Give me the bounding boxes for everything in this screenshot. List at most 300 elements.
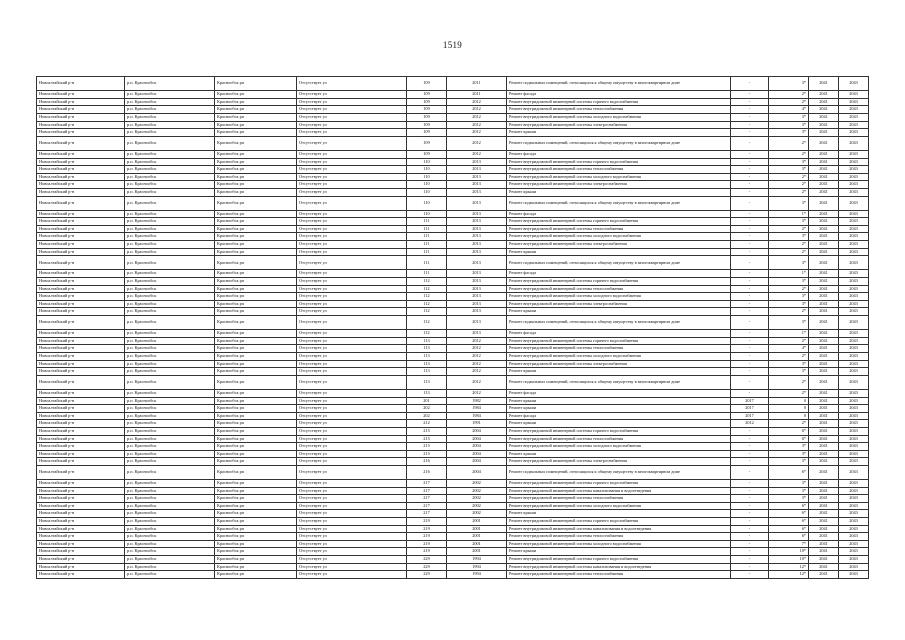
cell-district: Новоалтайский р-н — [37, 270, 125, 278]
cell-build-year: 2013 — [447, 270, 507, 278]
cell-plan-end: 2043 — [839, 150, 869, 158]
cell-settlement: р.п. Краснообск — [125, 458, 215, 466]
cell-street: Отсутствует ул — [297, 166, 407, 174]
cell-apartments: 2* — [769, 225, 809, 233]
cell-district: Новоалтайский р-н — [37, 465, 125, 479]
cell-district: Новоалтайский р-н — [37, 308, 125, 316]
cell-locality: Краснообск рп — [215, 502, 297, 510]
cell-street: Отсутствует ул — [297, 233, 407, 241]
cell-locality: Краснообск рп — [215, 233, 297, 241]
cell-house-number: 111 — [407, 225, 447, 233]
cell-settlement: р.п. Краснообск — [125, 427, 215, 435]
cell-house-number: 111 — [407, 241, 447, 249]
cell-settlement: р.п. Краснообск — [125, 210, 215, 218]
cell-plan-end: 2043 — [839, 278, 869, 286]
cell-district: Новоалтайский р-н — [37, 389, 125, 397]
cell-build-year: 2001 — [447, 548, 507, 556]
cell-plan-end: 2043 — [839, 443, 869, 451]
table-row — [37, 106, 869, 114]
cell-locality: Краснообск рп — [215, 540, 297, 548]
cell-house-number: 217 — [407, 487, 447, 495]
cell-house-number: 219 — [407, 548, 447, 556]
cell-district: Новоалтайский р-н — [37, 188, 125, 196]
cell-plan-end: 2043 — [839, 316, 869, 330]
cell-plan-start: 2041 — [809, 278, 839, 286]
cell-last-repair-year: - — [731, 389, 769, 397]
cell-plan-end: 2043 — [839, 210, 869, 218]
cell-apartments: 3* — [769, 233, 809, 241]
cell-plan-start: 2041 — [809, 188, 839, 196]
cell-street: Отсутствует ул — [297, 548, 407, 556]
cell-last-repair-year: - — [731, 256, 769, 270]
cell-locality: Краснообск рп — [215, 166, 297, 174]
cell-work-type: Ремонт крыши — [507, 420, 731, 428]
cell-house-number: 111 — [407, 218, 447, 226]
cell-house-number: 216 — [407, 458, 447, 466]
cell-plan-start: 2041 — [809, 150, 839, 158]
cell-plan-end: 2043 — [839, 181, 869, 189]
cell-plan-end: 2043 — [839, 389, 869, 397]
cell-last-repair-year: - — [731, 173, 769, 181]
cell-locality: Краснообск рп — [215, 556, 297, 564]
cell-last-repair-year: - — [731, 548, 769, 556]
cell-house-number: 109 — [407, 77, 447, 91]
cell-locality: Краснообск рп — [215, 270, 297, 278]
cell-locality: Краснообск рп — [215, 510, 297, 518]
cell-apartments: 6* — [769, 427, 809, 435]
table-row — [37, 270, 869, 278]
cell-build-year: 2013 — [447, 293, 507, 301]
cell-house-number: 109 — [407, 106, 447, 114]
cell-build-year: 2013 — [447, 188, 507, 196]
cell-settlement: р.п. Краснообск — [125, 256, 215, 270]
table-row — [37, 420, 869, 428]
cell-plan-end: 2043 — [839, 480, 869, 488]
cell-street: Отсутствует ул — [297, 248, 407, 256]
cell-plan-end: 2043 — [839, 330, 869, 338]
cell-district: Новоалтайский р-н — [37, 540, 125, 548]
table-row — [37, 502, 869, 510]
cell-house-number: 109 — [407, 136, 447, 150]
cell-work-type: Ремонт внутридомовой инженерной системы электроснабжения — [507, 241, 731, 249]
cell-last-repair-year: - — [731, 158, 769, 166]
cell-house-number: 110 — [407, 173, 447, 181]
cell-street: Отсутствует ул — [297, 571, 407, 579]
cell-apartments: 0 — [769, 397, 809, 405]
cell-work-type: Ремонт внутридомовой инженерной системы холодного водоснабжения — [507, 233, 731, 241]
cell-plan-start: 2041 — [809, 77, 839, 91]
cell-last-repair-year: - — [731, 241, 769, 249]
cell-last-repair-year: - — [731, 91, 769, 99]
cell-locality: Краснообск рп — [215, 106, 297, 114]
cell-plan-end: 2043 — [839, 113, 869, 121]
table-row — [37, 248, 869, 256]
cell-settlement: р.п. Краснообск — [125, 166, 215, 174]
cell-build-year: 2012 — [447, 352, 507, 360]
cell-build-year: 2013 — [447, 233, 507, 241]
cell-street: Отсутствует ул — [297, 196, 407, 210]
cell-last-repair-year: - — [731, 308, 769, 316]
cell-locality: Краснообск рп — [215, 181, 297, 189]
cell-plan-start: 2041 — [809, 225, 839, 233]
cell-last-repair-year: - — [731, 427, 769, 435]
cell-district: Новоалтайский р-н — [37, 412, 125, 420]
cell-last-repair-year: - — [731, 136, 769, 150]
cell-build-year: 2012 — [447, 345, 507, 353]
cell-apartments: 6* — [769, 502, 809, 510]
cell-house-number: 217 — [407, 495, 447, 503]
cell-plan-end: 2043 — [839, 241, 869, 249]
cell-settlement: р.п. Краснообск — [125, 188, 215, 196]
cell-work-type: Ремонт внутридомовой инженерной системы горячего водоснабжения — [507, 427, 731, 435]
cell-apartments: 2* — [769, 241, 809, 249]
table-row — [37, 405, 869, 413]
cell-work-type: Ремонт крыши — [507, 248, 731, 256]
table-row — [37, 345, 869, 353]
cell-last-repair-year: - — [731, 360, 769, 368]
cell-plan-end: 2043 — [839, 121, 869, 129]
cell-plan-start: 2041 — [809, 420, 839, 428]
table-row — [37, 533, 869, 541]
cell-build-year: 2013 — [447, 285, 507, 293]
cell-house-number: 212 — [407, 420, 447, 428]
cell-settlement: р.п. Краснообск — [125, 405, 215, 413]
cell-district: Новоалтайский р-н — [37, 525, 125, 533]
cell-district: Новоалтайский р-н — [37, 248, 125, 256]
cell-work-type: Ремонт внутридомовой инженерной системы горячего водоснабжения — [507, 518, 731, 526]
cell-locality: Краснообск рп — [215, 480, 297, 488]
cell-plan-end: 2043 — [839, 173, 869, 181]
cell-locality: Краснообск рп — [215, 136, 297, 150]
table-row — [37, 330, 869, 338]
cell-plan-start: 2041 — [809, 196, 839, 210]
cell-street: Отсутствует ул — [297, 405, 407, 413]
cell-last-repair-year: - — [731, 443, 769, 451]
cell-plan-start: 2041 — [809, 525, 839, 533]
cell-work-type: Ремонт подвальных помещений, относящихся к общему имуществу в многоквартирном доме — [507, 256, 731, 270]
cell-plan-end: 2043 — [839, 450, 869, 458]
table-row — [37, 241, 869, 249]
table-row — [37, 443, 869, 451]
cell-house-number: 217 — [407, 502, 447, 510]
cell-locality: Краснообск рп — [215, 548, 297, 556]
cell-plan-end: 2043 — [839, 397, 869, 405]
cell-street: Отсутствует ул — [297, 98, 407, 106]
table-row — [37, 465, 869, 479]
cell-last-repair-year: - — [731, 368, 769, 376]
cell-house-number: 217 — [407, 510, 447, 518]
cell-plan-start: 2041 — [809, 548, 839, 556]
table-row — [37, 412, 869, 420]
cell-plan-end: 2043 — [839, 225, 869, 233]
table-row — [37, 563, 869, 571]
cell-last-repair-year: 2017 — [731, 412, 769, 420]
cell-last-repair-year: - — [731, 330, 769, 338]
cell-work-type: Ремонт внутридомовой инженерной системы горячего водоснабжения — [507, 98, 731, 106]
cell-settlement: р.п. Краснообск — [125, 563, 215, 571]
cell-last-repair-year: - — [731, 316, 769, 330]
cell-district: Новоалтайский р-н — [37, 136, 125, 150]
cell-street: Отсутствует ул — [297, 458, 407, 466]
cell-district: Новоалтайский р-н — [37, 278, 125, 286]
table-row — [37, 293, 869, 301]
cell-settlement: р.п. Краснообск — [125, 121, 215, 129]
cell-plan-start: 2041 — [809, 502, 839, 510]
cell-plan-end: 2043 — [839, 256, 869, 270]
cell-apartments: 2* — [769, 91, 809, 99]
cell-work-type: Ремонт внутридомовой инженерной системы холодного водоснабжения — [507, 293, 731, 301]
cell-plan-start: 2041 — [809, 480, 839, 488]
cell-plan-end: 2043 — [839, 98, 869, 106]
cell-district: Новоалтайский р-н — [37, 77, 125, 91]
cell-street: Отсутствует ул — [297, 525, 407, 533]
cell-work-type: Ремонт внутридомовой инженерной системы электроснабжения — [507, 360, 731, 368]
cell-last-repair-year: - — [731, 77, 769, 91]
table-row — [37, 173, 869, 181]
cell-work-type: Ремонт фасада — [507, 270, 731, 278]
cell-house-number: 110 — [407, 210, 447, 218]
cell-plan-end: 2043 — [839, 368, 869, 376]
cell-settlement: р.п. Краснообск — [125, 345, 215, 353]
cell-build-year: 1984 — [447, 405, 507, 413]
cell-district: Новоалтайский р-н — [37, 458, 125, 466]
cell-plan-start: 2041 — [809, 91, 839, 99]
cell-street: Отсутствует ул — [297, 337, 407, 345]
cell-house-number: 219 — [407, 525, 447, 533]
cell-apartments: 6* — [769, 435, 809, 443]
cell-apartments: 3* — [769, 480, 809, 488]
cell-plan-end: 2043 — [839, 465, 869, 479]
cell-apartments: 2* — [769, 308, 809, 316]
cell-district: Новоалтайский р-н — [37, 435, 125, 443]
cell-last-repair-year: - — [731, 540, 769, 548]
cell-last-repair-year: - — [731, 525, 769, 533]
cell-last-repair-year: - — [731, 196, 769, 210]
cell-district: Новоалтайский р-н — [37, 113, 125, 121]
cell-plan-end: 2043 — [839, 375, 869, 389]
cell-street: Отсутствует ул — [297, 218, 407, 226]
cell-apartments: 3* — [769, 158, 809, 166]
cell-settlement: р.п. Краснообск — [125, 571, 215, 579]
cell-last-repair-year: - — [731, 248, 769, 256]
cell-build-year: 2013 — [447, 158, 507, 166]
cell-work-type: Ремонт внутридомовой инженерной системы горячего водоснабжения — [507, 556, 731, 564]
cell-plan-start: 2041 — [809, 173, 839, 181]
cell-house-number: 113 — [407, 368, 447, 376]
cell-house-number: 111 — [407, 256, 447, 270]
table-row — [37, 188, 869, 196]
cell-district: Новоалтайский р-н — [37, 405, 125, 413]
table-row — [37, 337, 869, 345]
cell-settlement: р.п. Краснообск — [125, 480, 215, 488]
cell-locality: Краснообск рп — [215, 210, 297, 218]
cell-last-repair-year: - — [731, 352, 769, 360]
cell-house-number: 112 — [407, 330, 447, 338]
cell-settlement: р.п. Краснообск — [125, 420, 215, 428]
cell-locality: Краснообск рп — [215, 113, 297, 121]
cell-locality: Краснообск рп — [215, 389, 297, 397]
table-row — [37, 480, 869, 488]
cell-last-repair-year: - — [731, 210, 769, 218]
cell-work-type: Ремонт внутридомовой инженерной системы холодного водоснабжения — [507, 443, 731, 451]
cell-apartments: 3* — [769, 77, 809, 91]
cell-last-repair-year: 2017 — [731, 405, 769, 413]
cell-street: Отсутствует ул — [297, 487, 407, 495]
cell-locality: Краснообск рп — [215, 225, 297, 233]
cell-district: Новоалтайский р-н — [37, 556, 125, 564]
cell-work-type: Ремонт внутридомовой инженерной системы горячего водоснабжения — [507, 158, 731, 166]
cell-build-year: 2012 — [447, 106, 507, 114]
cell-work-type: Ремонт внутридомовой инженерной системы электроснабжения — [507, 300, 731, 308]
cell-build-year: 1991 — [447, 420, 507, 428]
cell-apartments: 3* — [769, 129, 809, 137]
cell-house-number: 113 — [407, 375, 447, 389]
cell-apartments: 6* — [769, 533, 809, 541]
cell-apartments: 2* — [769, 375, 809, 389]
cell-settlement: р.п. Краснообск — [125, 106, 215, 114]
cell-apartments: 6* — [769, 465, 809, 479]
cell-street: Отсутствует ул — [297, 270, 407, 278]
cell-work-type: Ремонт внутридомовой инженерной системы электроснабжения — [507, 121, 731, 129]
table-row — [37, 510, 869, 518]
cell-locality: Краснообск рп — [215, 465, 297, 479]
cell-street: Отсутствует ул — [297, 136, 407, 150]
cell-street: Отсутствует ул — [297, 278, 407, 286]
cell-street: Отсутствует ул — [297, 150, 407, 158]
cell-build-year: 2013 — [447, 181, 507, 189]
cell-build-year: 2002 — [447, 502, 507, 510]
cell-settlement: р.п. Краснообск — [125, 308, 215, 316]
cell-locality: Краснообск рп — [215, 300, 297, 308]
cell-build-year: 2012 — [447, 360, 507, 368]
cell-locality: Краснообск рп — [215, 525, 297, 533]
cell-build-year: 2013 — [447, 225, 507, 233]
cell-apartments: 2* — [769, 285, 809, 293]
cell-work-type: Ремонт подвальных помещений, относящихся к общему имуществу в многоквартирном доме — [507, 375, 731, 389]
cell-build-year: 2013 — [447, 173, 507, 181]
cell-locality: Краснообск рп — [215, 308, 297, 316]
cell-locality: Краснообск рп — [215, 563, 297, 571]
cell-build-year: 1994 — [447, 571, 507, 579]
cell-last-repair-year: - — [731, 571, 769, 579]
cell-work-type: Ремонт внутридомовой инженерной системы канализования и водоотведения — [507, 563, 731, 571]
table-row — [37, 256, 869, 270]
cell-street: Отсутствует ул — [297, 77, 407, 91]
cell-last-repair-year: - — [731, 98, 769, 106]
cell-locality: Краснообск рп — [215, 330, 297, 338]
cell-apartments: 2* — [769, 98, 809, 106]
cell-house-number: 109 — [407, 113, 447, 121]
cell-locality: Краснообск рп — [215, 450, 297, 458]
cell-settlement: р.п. Краснообск — [125, 91, 215, 99]
cell-plan-start: 2041 — [809, 270, 839, 278]
cell-plan-end: 2043 — [839, 300, 869, 308]
cell-build-year: 2004 — [447, 435, 507, 443]
cell-apartments: 6* — [769, 510, 809, 518]
cell-district: Новоалтайский р-н — [37, 427, 125, 435]
cell-build-year: 2012 — [447, 121, 507, 129]
cell-last-repair-year: - — [731, 278, 769, 286]
cell-work-type: Ремонт внутридомовой инженерной системы теплоснабжения — [507, 571, 731, 579]
cell-settlement: р.п. Краснообск — [125, 316, 215, 330]
cell-house-number: 110 — [407, 166, 447, 174]
cell-build-year: 2013 — [447, 166, 507, 174]
cell-plan-start: 2041 — [809, 540, 839, 548]
cell-locality: Краснообск рп — [215, 285, 297, 293]
cell-house-number: 229 — [407, 563, 447, 571]
cell-plan-start: 2041 — [809, 405, 839, 413]
table-row — [37, 525, 869, 533]
cell-locality: Краснообск рп — [215, 337, 297, 345]
cell-plan-end: 2043 — [839, 518, 869, 526]
cell-locality: Краснообск рп — [215, 420, 297, 428]
cell-house-number: 112 — [407, 308, 447, 316]
cell-district: Новоалтайский р-н — [37, 91, 125, 99]
cell-build-year: 2012 — [447, 150, 507, 158]
cell-work-type: Ремонт внутридомовой инженерной системы теплоснабжения — [507, 533, 731, 541]
cell-build-year: 2013 — [447, 330, 507, 338]
cell-street: Отсутствует ул — [297, 173, 407, 181]
cell-locality: Краснообск рп — [215, 129, 297, 137]
cell-house-number: 229 — [407, 571, 447, 579]
cell-house-number: 109 — [407, 121, 447, 129]
cell-plan-end: 2043 — [839, 525, 869, 533]
cell-street: Отсутствует ул — [297, 181, 407, 189]
table-row — [37, 495, 869, 503]
cell-street: Отсутствует ул — [297, 480, 407, 488]
cell-settlement: р.п. Краснообск — [125, 540, 215, 548]
cell-plan-end: 2043 — [839, 345, 869, 353]
cell-build-year: 2013 — [447, 248, 507, 256]
cell-apartments: 3* — [769, 450, 809, 458]
cell-house-number: 112 — [407, 293, 447, 301]
cell-house-number: 219 — [407, 540, 447, 548]
cell-apartments: 0 — [769, 412, 809, 420]
cell-build-year: 2012 — [447, 389, 507, 397]
cell-district: Новоалтайский р-н — [37, 352, 125, 360]
cell-plan-end: 2043 — [839, 427, 869, 435]
cell-plan-start: 2041 — [809, 300, 839, 308]
cell-apartments: 12* — [769, 571, 809, 579]
cell-last-repair-year: - — [731, 533, 769, 541]
cell-settlement: р.п. Краснообск — [125, 556, 215, 564]
cell-plan-end: 2043 — [839, 412, 869, 420]
cell-plan-start: 2041 — [809, 293, 839, 301]
cell-locality: Краснообск рп — [215, 518, 297, 526]
cell-work-type: Ремонт внутридомовой инженерной системы канализования и водоотведения — [507, 487, 731, 495]
cell-settlement: р.п. Краснообск — [125, 518, 215, 526]
cell-apartments: 3* — [769, 316, 809, 330]
table-row — [37, 397, 869, 405]
cell-work-type: Ремонт внутридомовой инженерной системы электроснабжения — [507, 181, 731, 189]
cell-street: Отсутствует ул — [297, 330, 407, 338]
cell-street: Отсутствует ул — [297, 450, 407, 458]
cell-locality: Краснообск рп — [215, 397, 297, 405]
cell-work-type: Ремонт фасада — [507, 91, 731, 99]
cell-apartments: 3* — [769, 293, 809, 301]
cell-build-year: 1994 — [447, 556, 507, 564]
cell-locality: Краснообск рп — [215, 435, 297, 443]
cell-last-repair-year: - — [731, 166, 769, 174]
cell-last-repair-year: - — [731, 510, 769, 518]
cell-locality: Краснообск рп — [215, 173, 297, 181]
table-row — [37, 77, 869, 91]
cell-settlement: р.п. Краснообск — [125, 495, 215, 503]
table-row — [37, 450, 869, 458]
cell-apartments: 6* — [769, 525, 809, 533]
cell-plan-end: 2043 — [839, 233, 869, 241]
cell-settlement: р.п. Краснообск — [125, 502, 215, 510]
